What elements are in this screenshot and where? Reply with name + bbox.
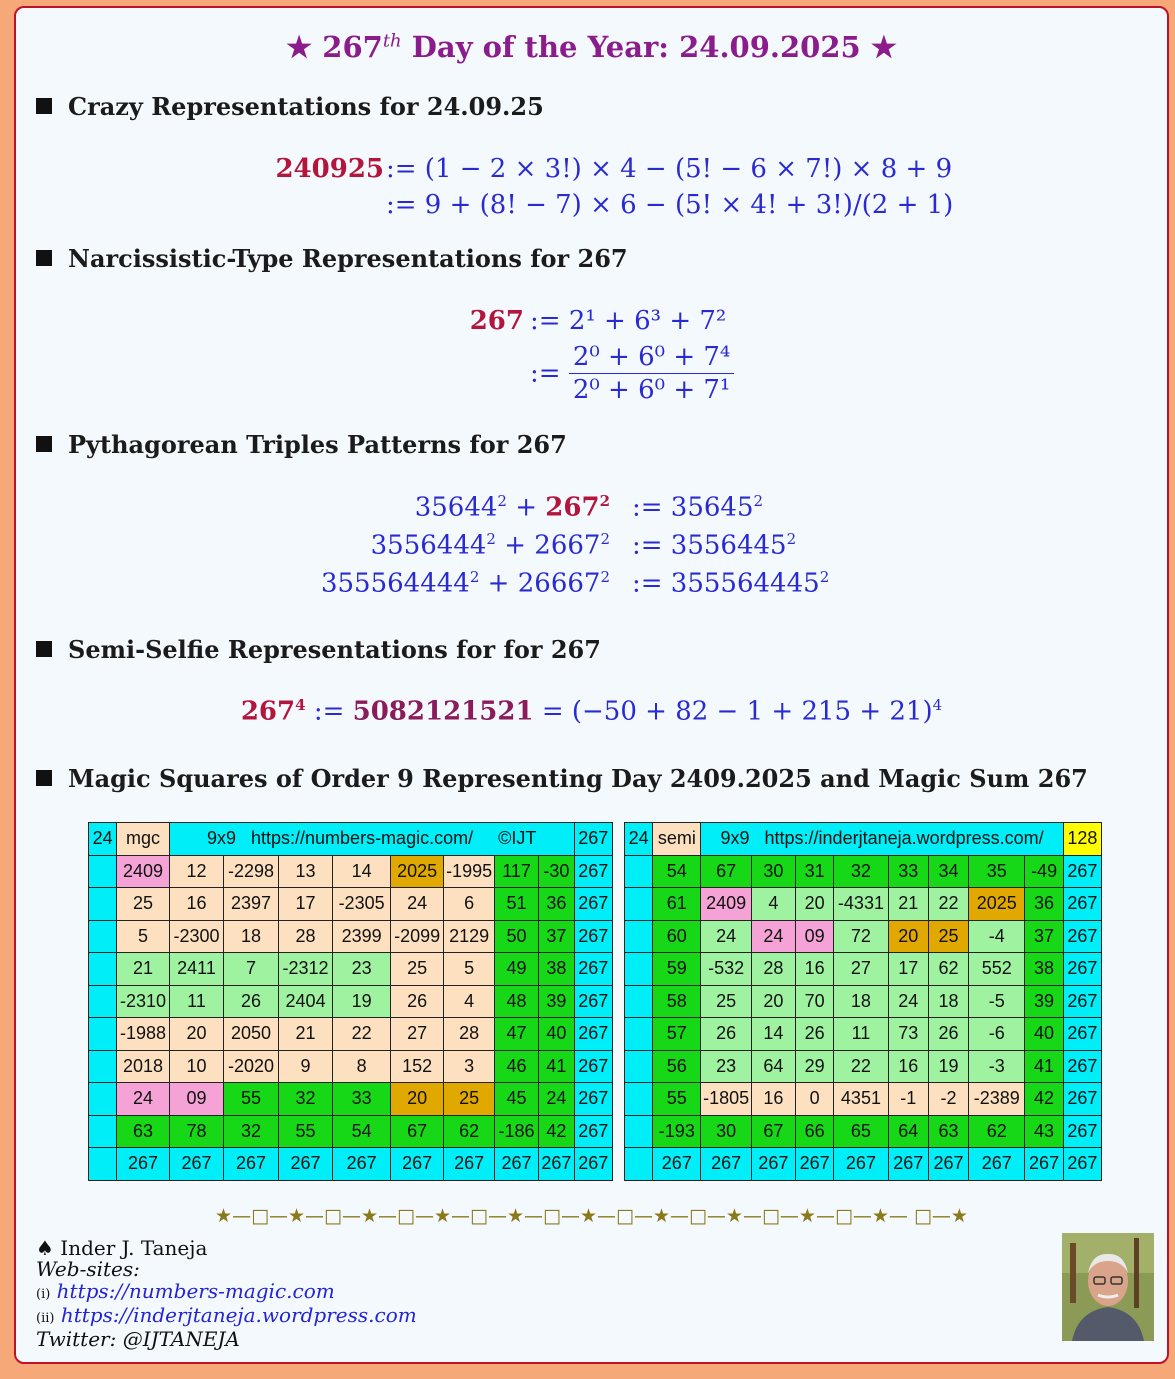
web-sites-label: Web-sites:	[36, 1257, 140, 1281]
table-row	[625, 888, 1102, 921]
magic-cell: 2404	[278, 985, 333, 1018]
header-day-cell: 24	[89, 823, 117, 856]
table-row	[89, 1148, 613, 1181]
row-sum-cell: 267	[1063, 1050, 1101, 1083]
magic-cell: 41	[1025, 1050, 1063, 1083]
magic-cell: 65	[834, 1115, 888, 1148]
magic-cell: 25	[701, 985, 751, 1018]
magic-cell: 20	[169, 1018, 224, 1051]
magic-cell: 55	[224, 1083, 279, 1116]
section-heading-pythagorean: Pythagorean Triples Patterns for 267	[36, 430, 567, 459]
magic-cell: 117	[494, 855, 538, 888]
magic-cell: 62	[928, 953, 968, 986]
magic-cell: 2411	[169, 953, 224, 986]
magic-cell: 26	[701, 1018, 751, 1051]
side-cell	[625, 1050, 653, 1083]
pyth-lhs-1: $3556444^2 + 2667^2$	[370, 530, 610, 561]
column-sum-cell: 267	[117, 1148, 170, 1181]
column-sum-cell: 267	[169, 1148, 224, 1181]
magic-cell: 2399	[333, 920, 391, 953]
magic-cell: 23	[333, 953, 391, 986]
row-sum-cell: 267	[1063, 920, 1101, 953]
column-sum-cell: 267	[751, 1148, 795, 1181]
magic-cell: 40	[539, 1018, 574, 1051]
magic-cell: 21	[888, 888, 928, 921]
table-row	[625, 1050, 1102, 1083]
author-block: ♠ Inder J. Taneja Web-sites: (i) https://numbers-magic.com (ii) https://inderjtaneja.wordpress.com Twitter: @IJTANEJA	[36, 1236, 417, 1351]
square-bullet-icon	[36, 641, 52, 657]
magic-cell: 24	[751, 920, 795, 953]
crazy-line-1: := (1 − 2 × 3!) × 4 − (5! − 6 × 7!) × 8 + 9	[386, 154, 953, 184]
magic-cell: 78	[169, 1115, 224, 1148]
column-sum-cell: 267	[653, 1148, 701, 1181]
square-bullet-icon	[36, 770, 52, 786]
table-row	[625, 1115, 1102, 1148]
header-tag-cell: mgc	[117, 823, 170, 856]
row-sum-cell: 267	[574, 953, 612, 986]
magic-cell: -532	[701, 953, 751, 986]
row-sum-cell: 267	[574, 1148, 612, 1181]
title-day-number: 267	[322, 30, 383, 64]
square-bullet-icon	[36, 98, 52, 114]
magic-cell: 27	[834, 953, 888, 986]
magic-cell: 5	[117, 920, 170, 953]
column-sum-cell: 267	[888, 1148, 928, 1181]
site-link-numbers-magic[interactable]: https://numbers-magic.com	[56, 1279, 335, 1303]
table-row	[89, 1050, 613, 1083]
column-sum-cell: 267	[539, 1148, 574, 1181]
magic-cell: -5	[969, 985, 1025, 1018]
side-cell	[625, 953, 653, 986]
magic-cell: 25	[117, 888, 170, 921]
section-heading-crazy: Crazy Representations for 24.09.25	[36, 92, 544, 121]
row-sum-cell: 267	[1063, 1148, 1101, 1181]
magic-cell: 58	[653, 985, 701, 1018]
side-cell	[625, 1148, 653, 1181]
magic-cell: 59	[653, 953, 701, 986]
side-cell	[89, 953, 117, 986]
row-sum-cell: 267	[1063, 855, 1101, 888]
pyth-rhs-0: := $35645^2$	[632, 492, 764, 523]
side-cell	[89, 1018, 117, 1051]
column-sum-cell: 267	[494, 1148, 538, 1181]
page-frame	[14, 6, 1169, 1364]
column-sum-cell: 267	[224, 1148, 279, 1181]
magic-cell: 72	[834, 920, 888, 953]
magic-cell: 37	[1025, 920, 1063, 953]
magic-cell: 38	[1025, 953, 1063, 986]
magic-cell: 5	[444, 953, 494, 986]
header-sum-cell: 128	[1063, 823, 1101, 856]
magic-cell: 43	[1025, 1115, 1063, 1148]
magic-cell: -2099	[390, 920, 444, 953]
magic-cell: 29	[796, 1050, 834, 1083]
row-sum-cell: 267	[1063, 1018, 1101, 1051]
magic-cell: 64	[888, 1115, 928, 1148]
magic-cell: 2397	[224, 888, 279, 921]
magic-cell: 26	[224, 985, 279, 1018]
header-url-cell: 9x9 https://numbers-magic.com/ ©IJT	[169, 823, 574, 856]
magic-cell: 30	[751, 855, 795, 888]
magic-cell: 22	[928, 888, 968, 921]
header-tag-cell: semi	[653, 823, 701, 856]
column-sum-cell: 267	[333, 1148, 391, 1181]
side-cell	[625, 888, 653, 921]
magic-cell: -2	[928, 1083, 968, 1116]
magic-cell: 2025	[390, 855, 444, 888]
star-icon: ★	[870, 30, 897, 64]
column-sum-cell: 267	[444, 1148, 494, 1181]
magic-cell: 552	[969, 953, 1025, 986]
magic-cell: 11	[169, 985, 224, 1018]
twitter-handle: Twitter: @IJTANEJA	[36, 1327, 240, 1351]
magic-cell: 152	[390, 1050, 444, 1083]
magic-cell: 11	[834, 1018, 888, 1051]
magic-cell: 60	[653, 920, 701, 953]
magic-cell: 73	[888, 1018, 928, 1051]
column-sum-cell: 267	[928, 1148, 968, 1181]
title-text: Day of the Year: 24.09.2025	[401, 30, 861, 64]
magic-cell: -1	[888, 1083, 928, 1116]
title-superscript: th	[382, 30, 402, 52]
magic-cell: 31	[796, 855, 834, 888]
magic-cell: -49	[1025, 855, 1063, 888]
magic-cell: 28	[444, 1018, 494, 1051]
column-sum-cell: 267	[278, 1148, 333, 1181]
section-heading-semi-selfie: Semi-Selfie Representations for for 267	[36, 635, 601, 664]
magic-cell: 14	[333, 855, 391, 888]
magic-cell: 42	[1025, 1083, 1063, 1116]
magic-cell: 49	[494, 953, 538, 986]
magic-cell: 51	[494, 888, 538, 921]
column-sum-cell: 267	[390, 1148, 444, 1181]
magic-cell: 20	[751, 985, 795, 1018]
spade-icon: ♠	[36, 1236, 54, 1260]
magic-cell: -2389	[969, 1083, 1025, 1116]
magic-cell: 09	[796, 920, 834, 953]
magic-cell: 10	[169, 1050, 224, 1083]
magic-cell: 09	[169, 1083, 224, 1116]
magic-cell: 13	[278, 855, 333, 888]
magic-cell: 41	[539, 1050, 574, 1083]
magic-cell: 38	[539, 953, 574, 986]
table-row	[625, 855, 1102, 888]
magic-cell: 32	[278, 1083, 333, 1116]
narc-line-1: := 2¹ + 6³ + 7²	[530, 306, 727, 336]
table-row	[89, 888, 613, 921]
magic-cell: 2025	[969, 888, 1025, 921]
magic-cell: 7	[224, 953, 279, 986]
row-sum-cell: 267	[1063, 953, 1101, 986]
magic-cell: 12	[169, 855, 224, 888]
magic-cell: 21	[278, 1018, 333, 1051]
table-row	[89, 1083, 613, 1116]
magic-cell: 4	[751, 888, 795, 921]
magic-cell: 46	[494, 1050, 538, 1083]
magic-cell: 24	[888, 985, 928, 1018]
side-cell	[89, 920, 117, 953]
magic-cell: -2310	[117, 985, 170, 1018]
header-sum-cell: 267	[574, 823, 612, 856]
magic-cell: 55	[653, 1083, 701, 1116]
page-title	[16, 30, 1167, 64]
magic-cell: 28	[751, 953, 795, 986]
star-divider: ★—□—★—□—★—□—★—□—★—□—★—□—★—□—★—□—★—□—★— □—★	[215, 1205, 968, 1227]
magic-square-right	[624, 822, 1102, 1181]
magic-cell: 16	[796, 953, 834, 986]
column-sum-cell: 267	[796, 1148, 834, 1181]
magic-cell: 61	[653, 888, 701, 921]
square-header-row	[625, 823, 1102, 856]
magic-cell: 24	[539, 1083, 574, 1116]
side-cell	[625, 855, 653, 888]
side-cell	[625, 1018, 653, 1051]
magic-cell: 28	[278, 920, 333, 953]
table-row	[625, 1018, 1102, 1051]
section-heading-narcissistic: Narcissistic-Type Representations for 267	[36, 244, 628, 273]
magic-cell: 24	[701, 920, 751, 953]
magic-cell: 36	[539, 888, 574, 921]
magic-cell: 39	[539, 985, 574, 1018]
magic-cell: 18	[224, 920, 279, 953]
table-row	[625, 1148, 1102, 1181]
magic-cell: 40	[1025, 1018, 1063, 1051]
magic-cell: 30	[701, 1115, 751, 1148]
magic-cell: -1988	[117, 1018, 170, 1051]
square-bullet-icon	[36, 436, 52, 452]
row-sum-cell: 267	[574, 1083, 612, 1116]
side-cell	[89, 1115, 117, 1148]
magic-cell: 67	[390, 1115, 444, 1148]
magic-cell: 26	[796, 1018, 834, 1051]
magic-cell: 50	[494, 920, 538, 953]
side-cell	[625, 1083, 653, 1116]
magic-cell: 57	[653, 1018, 701, 1051]
pyth-rhs-2: := $355564445^2$	[632, 568, 830, 599]
magic-cell: -193	[653, 1115, 701, 1148]
magic-cell: 22	[333, 1018, 391, 1051]
table-row	[89, 953, 613, 986]
magic-cell: 16	[751, 1083, 795, 1116]
magic-cell: 70	[796, 985, 834, 1018]
side-cell	[89, 855, 117, 888]
magic-cell: 25	[444, 1083, 494, 1116]
magic-cell: 45	[494, 1083, 538, 1116]
magic-cell: 2129	[444, 920, 494, 953]
magic-cell: 55	[278, 1115, 333, 1148]
pyth-lhs-0: $35644^2 + 267^2$	[414, 492, 610, 523]
semi-selfie-equation: $267^4$ := $5082121521 = (-50 + 82 - 1 + 215 + 21)^4$	[240, 696, 943, 727]
magic-cell: -4	[969, 920, 1025, 953]
magic-cell: 2409	[117, 855, 170, 888]
magic-cell: 18	[834, 985, 888, 1018]
magic-cell: -2305	[333, 888, 391, 921]
row-sum-cell: 267	[574, 985, 612, 1018]
table-row	[625, 1083, 1102, 1116]
header-day-cell: 24	[625, 823, 653, 856]
side-cell	[89, 1148, 117, 1181]
magic-cell: 27	[390, 1018, 444, 1051]
row-sum-cell: 267	[574, 1050, 612, 1083]
magic-cell: 26	[390, 985, 444, 1018]
magic-cell: 26	[928, 1018, 968, 1051]
side-cell	[625, 985, 653, 1018]
magic-cell: -6	[969, 1018, 1025, 1051]
magic-cell: 67	[751, 1115, 795, 1148]
magic-cell: 2409	[701, 888, 751, 921]
narc-fraction: := $\frac{\text{2⁰ + 6⁰ + 7⁴}}{\text{2⁰ + 6⁰ + 7¹}}$	[530, 342, 734, 405]
author-name: Inder J. Taneja	[60, 1236, 208, 1260]
magic-cell: 25	[928, 920, 968, 953]
magic-cell: 3	[444, 1050, 494, 1083]
magic-cell: 2018	[117, 1050, 170, 1083]
magic-cell: 62	[969, 1115, 1025, 1148]
magic-cell: 20	[888, 920, 928, 953]
table-row	[89, 855, 613, 888]
pyth-lhs-2: $355564444^2 + 26667^2$	[320, 568, 610, 599]
magic-cell: 48	[494, 985, 538, 1018]
magic-cell: 33	[333, 1083, 391, 1116]
side-cell	[89, 888, 117, 921]
side-cell	[625, 1115, 653, 1148]
magic-cell: 54	[653, 855, 701, 888]
table-row	[89, 920, 613, 953]
magic-cell: 39	[1025, 985, 1063, 1018]
magic-cell: 66	[796, 1115, 834, 1148]
row-sum-cell: 267	[1063, 888, 1101, 921]
magic-cell: 22	[834, 1050, 888, 1083]
magic-cell: -1805	[701, 1083, 751, 1116]
magic-cell: 63	[928, 1115, 968, 1148]
column-sum-cell: 267	[969, 1148, 1025, 1181]
magic-cell: 32	[224, 1115, 279, 1148]
side-cell	[625, 920, 653, 953]
magic-cell: 0	[796, 1083, 834, 1116]
section-heading-magic-squares: Magic Squares of Order 9 Representing Day 2409.2025 and Magic Sum 267	[36, 764, 1088, 793]
magic-cell: 35	[969, 855, 1025, 888]
column-sum-cell: 267	[1025, 1148, 1063, 1181]
magic-cell: 32	[834, 855, 888, 888]
side-cell	[89, 985, 117, 1018]
author-photo	[1062, 1233, 1154, 1341]
star-icon: ★	[286, 30, 313, 64]
row-sum-cell: 267	[1063, 1083, 1101, 1116]
magic-cell: 36	[1025, 888, 1063, 921]
magic-cell: 62	[444, 1115, 494, 1148]
column-sum-cell: 267	[701, 1148, 751, 1181]
magic-cell: 24	[390, 888, 444, 921]
frac-denominator: 2⁰ + 6⁰ + 7¹	[572, 375, 731, 405]
crazy-line-2: := 9 + (8! − 7) × 6 − (5! × 4! + 3!)/(2 + 1)	[386, 190, 954, 220]
row-sum-cell: 267	[1063, 985, 1101, 1018]
magic-cell: 8	[333, 1050, 391, 1083]
side-cell	[89, 1083, 117, 1116]
magic-cell: 37	[539, 920, 574, 953]
column-sum-cell: 267	[834, 1148, 888, 1181]
magic-cell: 20	[390, 1083, 444, 1116]
magic-cell: 19	[333, 985, 391, 1018]
magic-cell: 54	[333, 1115, 391, 1148]
magic-cell: 64	[751, 1050, 795, 1083]
row-sum-cell: 267	[574, 1115, 612, 1148]
table-row	[89, 1018, 613, 1051]
pyth-rhs-1: := $3556445^2$	[632, 530, 797, 561]
square-header-row	[89, 823, 613, 856]
row-sum-cell: 267	[574, 1018, 612, 1051]
magic-cell: 18	[928, 985, 968, 1018]
magic-cell: 17	[278, 888, 333, 921]
magic-cell: 6	[444, 888, 494, 921]
magic-cell: 56	[653, 1050, 701, 1083]
portrait-image	[1062, 1233, 1154, 1341]
magic-cell: 2050	[224, 1018, 279, 1051]
magic-cell: 25	[390, 953, 444, 986]
magic-cell: -2300	[169, 920, 224, 953]
magic-cell: 33	[888, 855, 928, 888]
magic-cell: -2020	[224, 1050, 279, 1083]
table-row	[625, 953, 1102, 986]
crazy-lhs: 240925	[275, 154, 384, 184]
row-sum-cell: 267	[574, 855, 612, 888]
magic-cell: 21	[117, 953, 170, 986]
magic-cell: 34	[928, 855, 968, 888]
magic-cell: 16	[169, 888, 224, 921]
magic-cell: 4351	[834, 1083, 888, 1116]
narc-lhs: 267	[469, 306, 524, 336]
magic-cell: 16	[888, 1050, 928, 1083]
magic-cell: 4	[444, 985, 494, 1018]
magic-cell: 42	[539, 1115, 574, 1148]
magic-cell: 17	[888, 953, 928, 986]
magic-cell: 23	[701, 1050, 751, 1083]
magic-cell: -3	[969, 1050, 1025, 1083]
magic-cell: 67	[701, 855, 751, 888]
magic-cell: 14	[751, 1018, 795, 1051]
magic-cell: -2298	[224, 855, 279, 888]
side-cell	[89, 1050, 117, 1083]
magic-square-left	[88, 822, 613, 1181]
site-link-wordpress[interactable]: https://inderjtaneja.wordpress.com	[60, 1303, 417, 1327]
square-bullet-icon	[36, 250, 52, 266]
magic-cell: 47	[494, 1018, 538, 1051]
table-row	[625, 920, 1102, 953]
table-row	[625, 985, 1102, 1018]
magic-cell: -30	[539, 855, 574, 888]
narc-frac	[569, 342, 735, 405]
row-sum-cell: 267	[574, 920, 612, 953]
frac-numerator: 2⁰ + 6⁰ + 7⁴	[569, 342, 735, 374]
magic-cell: 20	[796, 888, 834, 921]
table-row	[89, 985, 613, 1018]
row-sum-cell: 267	[1063, 1115, 1101, 1148]
header-url-cell: 9x9 https://inderjtaneja.wordpress.com/	[701, 823, 1063, 856]
magic-cell: -4331	[834, 888, 888, 921]
magic-cell: -1995	[444, 855, 494, 888]
magic-cell: -2312	[278, 953, 333, 986]
magic-cell: 19	[928, 1050, 968, 1083]
row-sum-cell: 267	[574, 888, 612, 921]
magic-cell: 9	[278, 1050, 333, 1083]
table-row	[89, 1115, 613, 1148]
magic-cell: 63	[117, 1115, 170, 1148]
magic-cell: -186	[494, 1115, 538, 1148]
magic-cell: 24	[117, 1083, 170, 1116]
